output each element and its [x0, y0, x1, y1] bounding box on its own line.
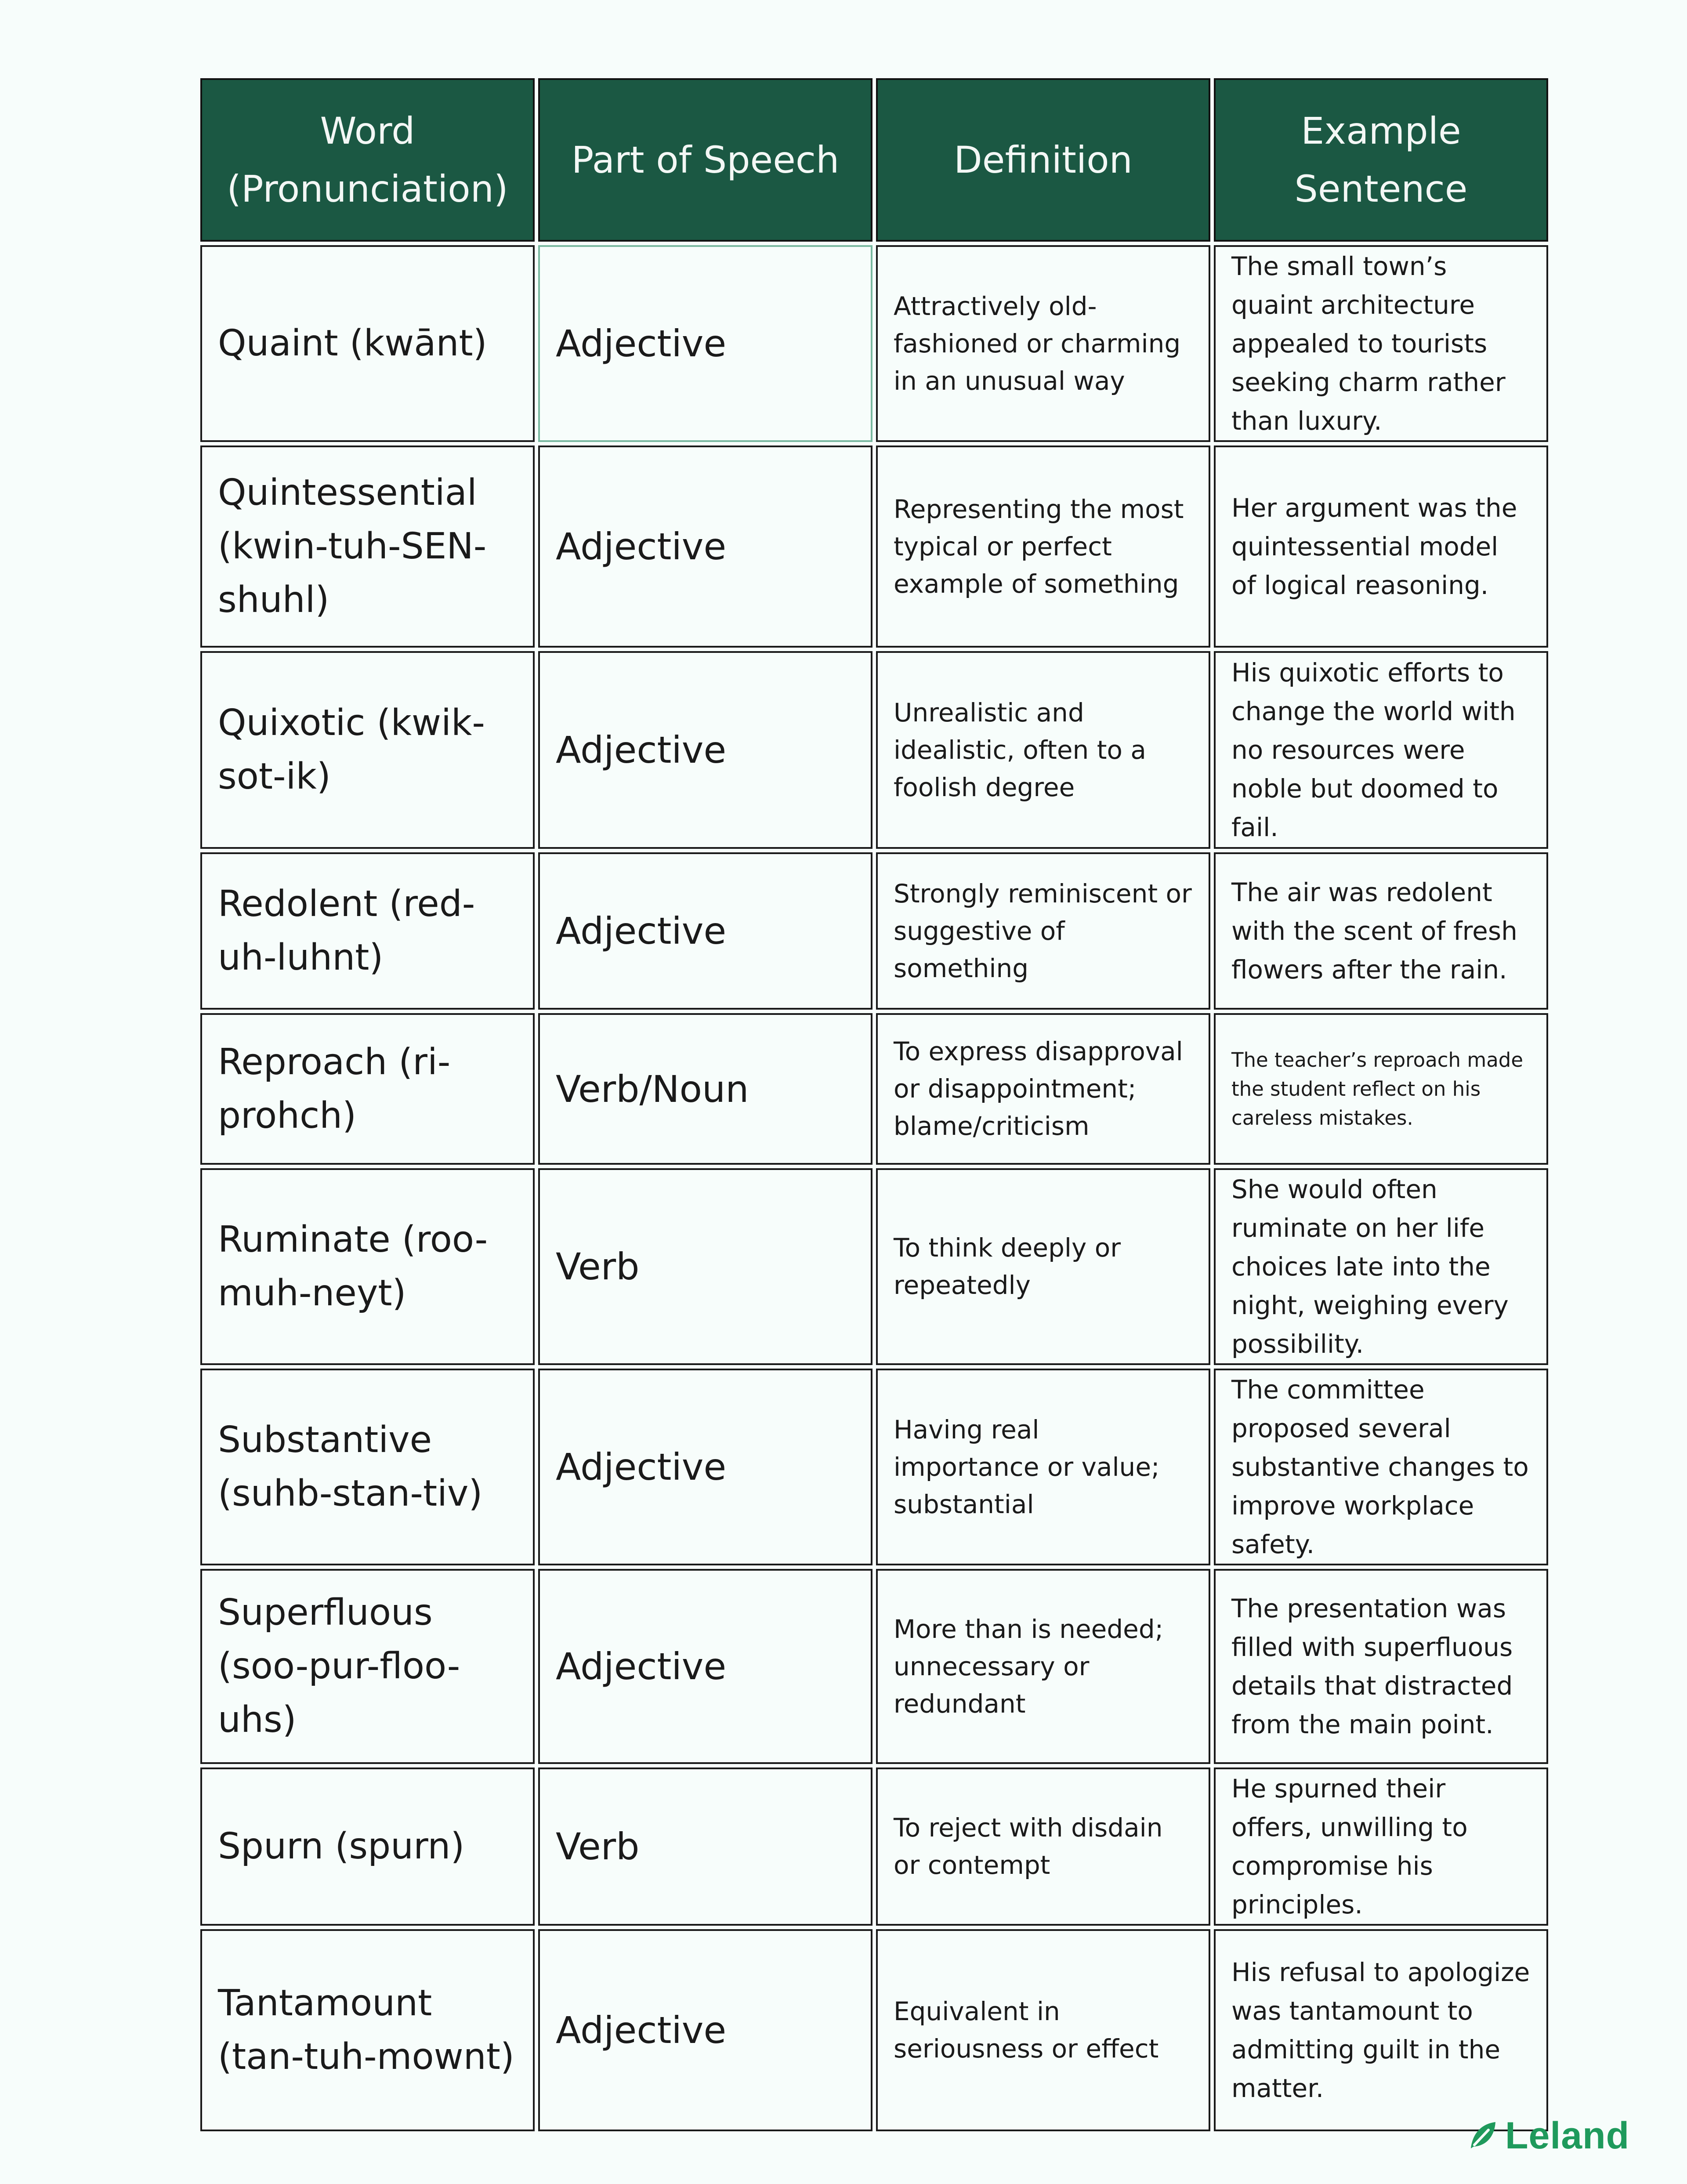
word-cell: Quintessential (kwin-tuh-SEN-shuhl): [200, 445, 535, 648]
part-of-speech-cell: Adjective: [538, 852, 872, 1010]
leland-logo: [1468, 2117, 1629, 2155]
definition-cell: Equivalent in seriousness or effect: [876, 1929, 1210, 2131]
definition-cell: Having real importance or value; substantial: [876, 1369, 1210, 1565]
word-cell: Superfluous (soo-pur-floo-uhs): [200, 1569, 535, 1764]
part-of-speech-cell: Adjective: [538, 1929, 872, 2131]
part-of-speech-cell: Adjective: [538, 1569, 872, 1764]
definition-cell: Representing the most typical or perfect example of something: [876, 445, 1210, 648]
table-row: [200, 245, 1548, 442]
definition-cell: Strongly reminiscent or suggestive of something: [876, 852, 1210, 1010]
table-row: [200, 1369, 1548, 1565]
definition-cell: Unrealistic and idealistic, often to a foolish degree: [876, 651, 1210, 849]
example-cell: The presentation was filled with superfluous details that distracted from the main point.: [1214, 1569, 1548, 1764]
brand-name: Leland: [1505, 2115, 1630, 2157]
example-cell: Her argument was the quintessential model of logical reasoning.: [1214, 445, 1548, 648]
definition-cell: To express disapproval or disappointment; blame/criticism: [876, 1013, 1210, 1165]
table-row: [200, 445, 1548, 648]
example-cell: She would often ruminate on her life choices late into the night, weighing every possibility.: [1214, 1168, 1548, 1365]
leaf-icon: [1468, 2120, 1497, 2151]
word-cell: Tantamount (tan-tuh-mownt): [200, 1929, 535, 2131]
example-cell: He spurned their offers, unwilling to compromise his principles.: [1214, 1767, 1548, 1926]
header-row: [200, 78, 1548, 242]
definition-cell: To reject with disdain or contempt: [876, 1767, 1210, 1926]
table-row: [200, 651, 1548, 849]
part-of-speech-cell: Verb: [538, 1767, 872, 1926]
table-row: [200, 852, 1548, 1010]
example-cell: The teacher’s reproach made the student reflect on his careless mistakes.: [1214, 1013, 1548, 1165]
word-cell: Quaint (kwānt): [200, 245, 535, 442]
table-row: [200, 1569, 1548, 1764]
word-cell: Reproach (ri-prohch): [200, 1013, 535, 1165]
example-cell: The air was redolent with the scent of fresh flowers after the rain.: [1214, 852, 1548, 1010]
table-row: [200, 1168, 1548, 1365]
part-of-speech-cell: Verb/Noun: [538, 1013, 872, 1165]
definition-cell: More than is needed; unnecessary or redundant: [876, 1569, 1210, 1764]
definition-cell: To think deeply or repeatedly: [876, 1168, 1210, 1365]
part-of-speech-cell: Adjective: [538, 245, 872, 442]
example-cell: His refusal to apologize was tantamount to admitting guilt in the matter.: [1214, 1929, 1548, 2131]
word-cell: Redolent (red-uh-luhnt): [200, 852, 535, 1010]
example-cell: The committee proposed several substantive changes to improve workplace safety.: [1214, 1369, 1548, 1565]
part-of-speech-cell: Adjective: [538, 1369, 872, 1565]
definition-cell: Attractively old-fashioned or charming in an unusual way: [876, 245, 1210, 442]
word-cell: Spurn (spurn): [200, 1767, 535, 1926]
header-word: Word (Pronunciation): [200, 78, 535, 242]
header-definition: Definition: [876, 78, 1210, 242]
word-cell: Ruminate (roo-muh-neyt): [200, 1168, 535, 1365]
table-row: [200, 1767, 1548, 1926]
part-of-speech-cell: Adjective: [538, 651, 872, 849]
example-cell: His quixotic efforts to change the world with no resources were noble but doomed to fail.: [1214, 651, 1548, 849]
header-example: Example Sentence: [1214, 78, 1548, 242]
part-of-speech-cell: Verb: [538, 1168, 872, 1365]
header-part-of-speech: Part of Speech: [538, 78, 872, 242]
word-cell: Substantive (suhb-stan-tiv): [200, 1369, 535, 1565]
part-of-speech-cell: Adjective: [538, 445, 872, 648]
vocabulary-table: [197, 75, 1552, 2135]
example-cell: The small town’s quaint architecture appealed to tourists seeking charm rather than luxury.: [1214, 245, 1548, 442]
table-row: [200, 1013, 1548, 1165]
word-cell: Quixotic (kwik-sot-ik): [200, 651, 535, 849]
table-row: [200, 1929, 1548, 2131]
